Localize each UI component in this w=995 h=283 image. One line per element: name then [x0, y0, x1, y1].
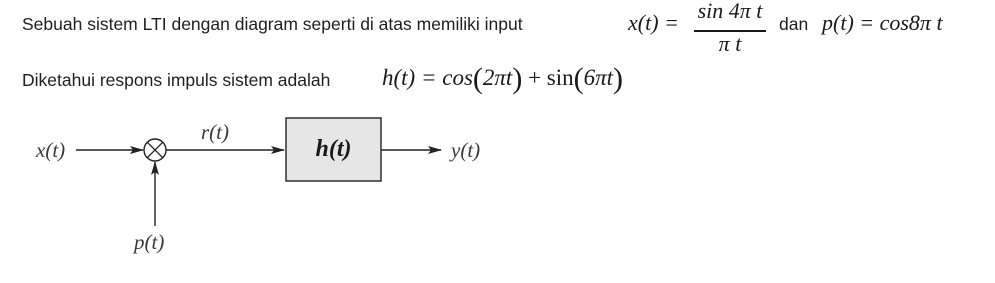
input-signal-lhs: x(t) =	[628, 10, 679, 35]
system-block-label: h(t)	[315, 136, 352, 162]
output-label: y(t)	[451, 138, 481, 162]
input-label: x(t)	[36, 138, 66, 162]
problem-statement-line1: Sebuah sistem LTI dengan diagram seperti di atas memiliki input	[22, 14, 523, 34]
carrier-signal-equation: p(t) = cos8π t	[822, 10, 943, 35]
cos-argument: 2πt	[482, 65, 513, 90]
connector-word: dan	[779, 14, 809, 34]
left-paren: (	[472, 62, 483, 95]
fraction-denominator: π t	[718, 31, 742, 56]
sin-argument: 6πt	[583, 65, 614, 90]
input-signal-fraction	[692, 0, 768, 60]
problem-statement-line2: Diketahui respons impuls sistem adalah	[22, 70, 331, 90]
sin-term: + sin	[522, 65, 574, 90]
right-paren: )	[512, 62, 523, 95]
left-paren: (	[573, 62, 584, 95]
right-paren: )	[613, 62, 624, 95]
mid-signal-label: r(t)	[201, 120, 229, 144]
circle-times-icon	[144, 139, 166, 161]
fraction-numerator: sin 4π t	[697, 0, 763, 23]
impulse-response-equation	[382, 64, 623, 94]
block-diagram	[0, 100, 995, 278]
carrier-label: p(t)	[134, 230, 165, 254]
impulse-response-lhs: h(t) = cos	[382, 65, 473, 90]
